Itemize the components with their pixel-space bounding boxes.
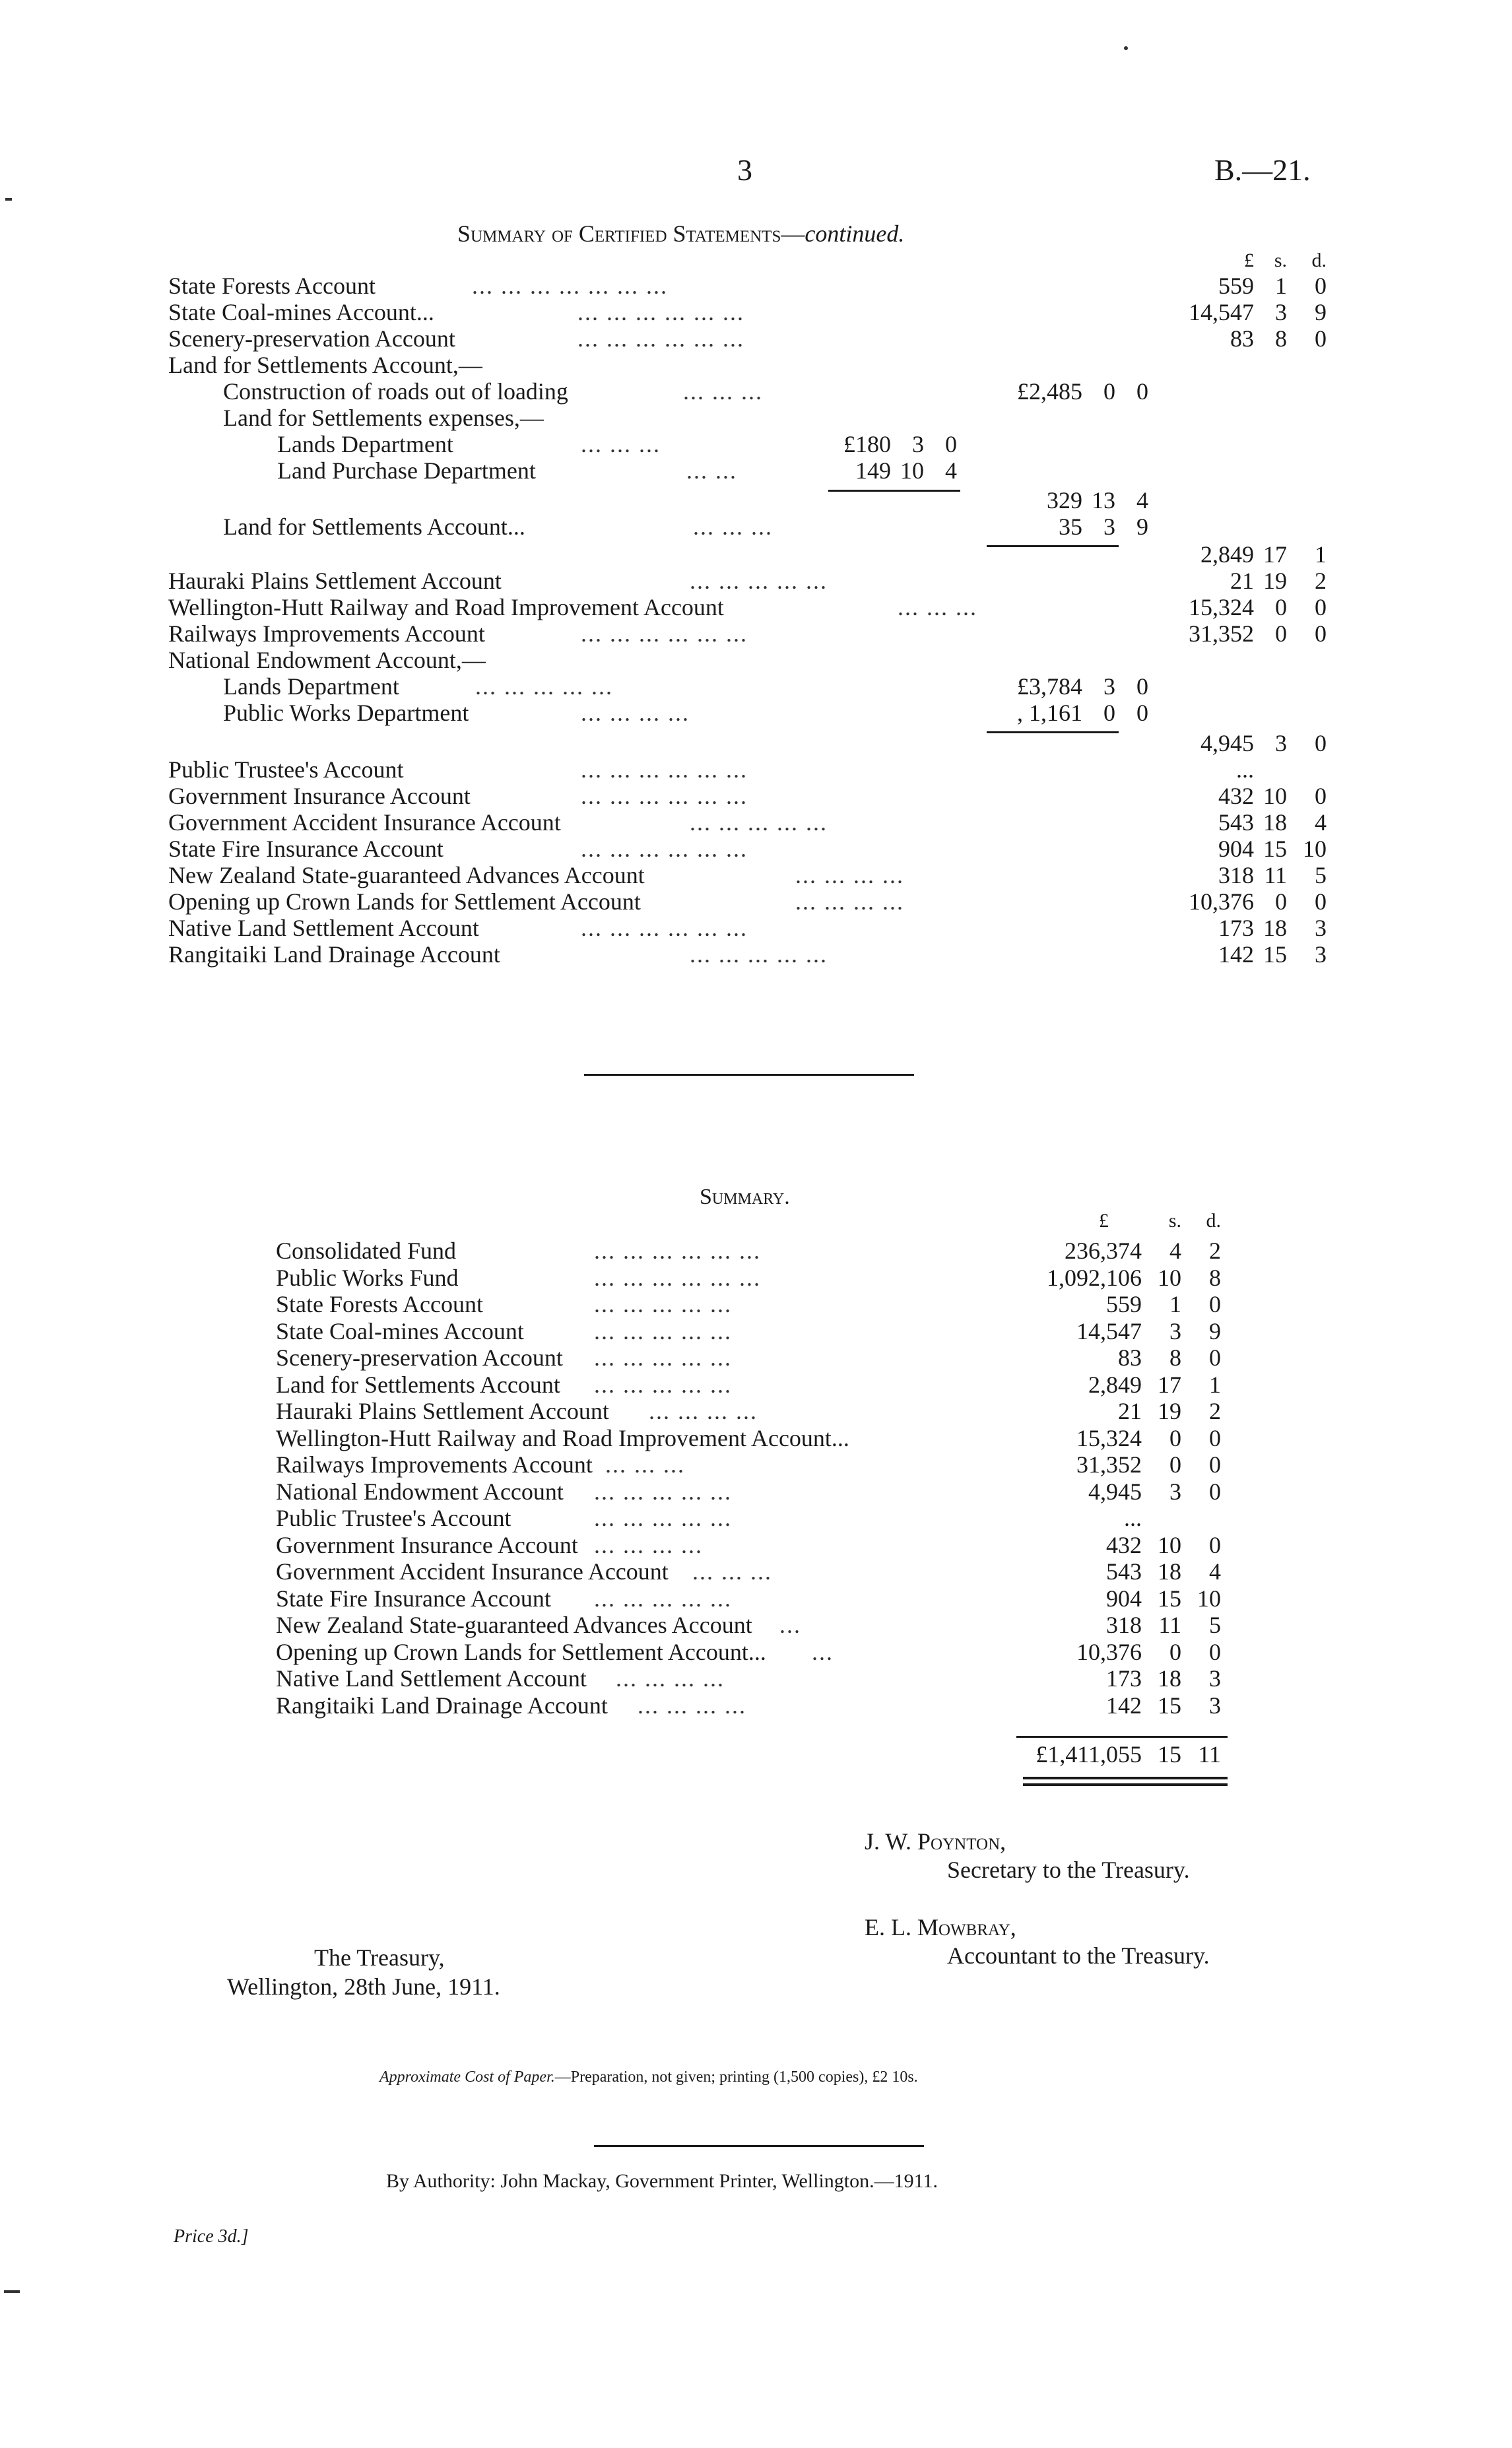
summary-total-shillings: 15 bbox=[1158, 1741, 1181, 1768]
summary-amount-pounds: 432 bbox=[1106, 1532, 1142, 1558]
summary-leader-dots: ... ... ... ... ... ... bbox=[594, 1265, 761, 1291]
summary-amount-shillings: 10 bbox=[1158, 1265, 1181, 1291]
summary-amount-pounds: 10,376 bbox=[1076, 1639, 1142, 1665]
section-title bbox=[457, 222, 904, 246]
price: Price 3d.] bbox=[174, 2226, 249, 2247]
amount-pounds: 31,352 bbox=[1189, 620, 1254, 647]
amount-pounds: 21 bbox=[1230, 568, 1254, 594]
amount-pence: 0 bbox=[1315, 273, 1327, 299]
scan-mark bbox=[1124, 46, 1128, 50]
amount-pence: 4 bbox=[1315, 809, 1327, 836]
row-label: Scenery-preservation Account bbox=[168, 325, 455, 352]
summary-leader-dots: ... bbox=[812, 1639, 834, 1665]
summary-row-label: Land for Settlements Account bbox=[276, 1372, 560, 1398]
summary-row-label: Government Accident Insurance Account bbox=[276, 1558, 669, 1585]
amount-pounds: 83 bbox=[1230, 325, 1254, 352]
summary-leader-dots: ... ... ... bbox=[605, 1451, 685, 1478]
leader-dots: ... ... ... bbox=[581, 431, 661, 457]
cost-note-label: Approximate Cost of Paper. bbox=[379, 2068, 555, 2086]
scan-mark bbox=[4, 2290, 20, 2293]
amount-shillings: 0 bbox=[1103, 378, 1115, 405]
amount-pence: 9 bbox=[1136, 513, 1148, 540]
amount-pence: 9 bbox=[1315, 299, 1327, 325]
amount-pence: 3 bbox=[1315, 941, 1327, 968]
leader-dots: ... ... ... ... ... bbox=[690, 568, 828, 594]
cost-note-text: —Preparation, not given; printing (1,500 copies), £2 10s. bbox=[554, 2068, 918, 2086]
summary-leader-dots: ... ... ... ... ... bbox=[594, 1318, 732, 1344]
summary-amount-pence: 2 bbox=[1209, 1238, 1221, 1264]
amount-pence: 0 bbox=[1315, 594, 1327, 620]
row-label: Public Trustee's Account bbox=[168, 756, 404, 783]
summary-amount-pounds: 4,945 bbox=[1088, 1478, 1142, 1505]
scan-mark bbox=[5, 198, 12, 201]
leader-dots: ... ... ... ... ... ... bbox=[581, 915, 748, 941]
amount-pounds: 173 bbox=[1218, 915, 1254, 941]
summary-amount-shillings: 0 bbox=[1169, 1451, 1181, 1478]
leader-dots: ... ... ... ... ... ... bbox=[581, 620, 748, 647]
total-shillings: 3 bbox=[1275, 730, 1287, 756]
document-reference: B.—21. bbox=[1214, 153, 1311, 187]
amount-pence: 0 bbox=[1136, 700, 1148, 726]
summary-amount-shillings: 18 bbox=[1158, 1558, 1181, 1585]
summary-amount-pence: 0 bbox=[1209, 1291, 1221, 1317]
row-label: Lands Department bbox=[223, 673, 399, 700]
summary-amount-pounds: 21 bbox=[1118, 1398, 1142, 1424]
summary-amount-shillings: 0 bbox=[1169, 1639, 1181, 1665]
summary-amount-pence: 0 bbox=[1209, 1425, 1221, 1451]
leader-dots: ... ... ... ... bbox=[795, 862, 904, 888]
summary-row-label: Wellington-Hutt Railway and Road Improvement Account... bbox=[276, 1425, 849, 1451]
summary-amount-pence: 9 bbox=[1209, 1318, 1221, 1344]
leader-dots: ... ... ... bbox=[683, 378, 763, 405]
amount-pounds: , 1,161 bbox=[1017, 700, 1082, 726]
summary-row-label: Hauraki Plains Settlement Account bbox=[276, 1398, 609, 1424]
amount-pounds: 149 bbox=[855, 457, 891, 484]
subtotal-pounds: 329 bbox=[1047, 487, 1082, 513]
summary-amount-pounds: ... bbox=[1124, 1505, 1142, 1531]
summary-amount-pounds: 2,849 bbox=[1088, 1372, 1142, 1398]
amount-shillings: 18 bbox=[1263, 915, 1287, 941]
amount-pence: 0 bbox=[1315, 325, 1327, 352]
amount-shillings: 3 bbox=[1103, 513, 1115, 540]
summary-amount-pounds: 14,547 bbox=[1076, 1318, 1142, 1344]
amount-pence: 0 bbox=[1136, 673, 1148, 700]
amount-shillings: 10 bbox=[1263, 783, 1287, 809]
row-label: Wellington-Hutt Railway and Road Improvement Account bbox=[168, 594, 724, 620]
row-label: Rangitaiki Land Drainage Account bbox=[168, 941, 500, 968]
amount-pounds: 904 bbox=[1218, 836, 1254, 862]
leader-dots: ... ... ... ... ... ... bbox=[577, 325, 744, 352]
summary-row-label: Government Insurance Account bbox=[276, 1532, 578, 1558]
amount-shillings: 10 bbox=[900, 457, 924, 484]
amount-shillings: 1 bbox=[1275, 273, 1287, 299]
amount-shillings: 19 bbox=[1263, 568, 1287, 594]
amount-pence: 5 bbox=[1315, 862, 1327, 888]
summary-amount-pence: 0 bbox=[1209, 1451, 1221, 1478]
leader-dots: ... ... ... ... ... ... bbox=[577, 299, 744, 325]
row-label: State Forests Account bbox=[168, 273, 376, 299]
printer-authority: By Authority: John Mackay, Government Printer, Wellington.—1911. bbox=[386, 2170, 938, 2192]
row-label: Land for Settlements Account... bbox=[223, 513, 525, 540]
leader-dots: ... ... ... ... ... ... bbox=[581, 783, 748, 809]
amount-pence: 0 bbox=[1315, 888, 1327, 915]
summary-amount-pounds: 1,092,106 bbox=[1047, 1265, 1142, 1291]
row-heading: Land for Settlements Account,— bbox=[168, 352, 482, 378]
total-pence: 0 bbox=[1315, 730, 1327, 756]
summary-row-label: Public Works Fund bbox=[276, 1265, 459, 1291]
summary-amount-pounds: 83 bbox=[1118, 1344, 1142, 1371]
summary-amount-pence: 5 bbox=[1209, 1612, 1221, 1638]
amount-pence: 0 bbox=[945, 431, 957, 457]
amount-shillings: 3 bbox=[912, 431, 924, 457]
summary-amount-shillings: 3 bbox=[1169, 1478, 1181, 1505]
summary-amount-pounds: 173 bbox=[1106, 1665, 1142, 1692]
amount-pounds: ... bbox=[1236, 756, 1254, 783]
summary-amount-pounds: 31,352 bbox=[1076, 1451, 1142, 1478]
subtotal-shillings: 13 bbox=[1092, 487, 1115, 513]
summary-total-rule-top bbox=[1016, 1736, 1228, 1738]
cost-note bbox=[379, 2069, 918, 2085]
leader-dots: ... ... ... ... ... ... bbox=[581, 756, 748, 783]
row-label: Hauraki Plains Settlement Account bbox=[168, 568, 502, 594]
summary-leader-dots: ... ... ... ... ... bbox=[594, 1505, 732, 1531]
summary-row-label: Railways Improvements Account bbox=[276, 1451, 593, 1478]
amount-shillings: 3 bbox=[1103, 673, 1115, 700]
subtotal-rule bbox=[828, 490, 960, 492]
amount-pounds: 15,324 bbox=[1189, 594, 1254, 620]
row-label: Railways Improvements Account bbox=[168, 620, 485, 647]
leader-dots: ... ... ... ... ... bbox=[690, 809, 828, 836]
leader-dots: ... ... ... ... bbox=[581, 700, 690, 726]
leader-dots: ... ... ... ... ... ... ... bbox=[472, 273, 668, 299]
amount-pounds: 35 bbox=[1059, 513, 1082, 540]
summary-amount-shillings: 15 bbox=[1158, 1585, 1181, 1612]
summary-header-pounds: £ bbox=[1099, 1210, 1109, 1232]
summary-header-pence: d. bbox=[1206, 1210, 1221, 1232]
summary-amount-pence: 0 bbox=[1209, 1344, 1221, 1371]
leader-dots: ... ... ... ... ... bbox=[690, 941, 828, 968]
row-label: Public Works Department bbox=[223, 700, 469, 726]
amount-shillings: 15 bbox=[1263, 836, 1287, 862]
section-divider bbox=[584, 1074, 914, 1076]
amount-pence: 3 bbox=[1315, 915, 1327, 941]
summary-amount-shillings: 17 bbox=[1158, 1372, 1181, 1398]
amount-pence: 0 bbox=[1136, 378, 1148, 405]
amount-pounds: 432 bbox=[1218, 783, 1254, 809]
summary-row-label: Rangitaiki Land Drainage Account bbox=[276, 1692, 608, 1719]
summary-leader-dots: ... ... ... ... ... bbox=[594, 1344, 732, 1371]
signatory-1-name-text: J. W. Poynton, bbox=[865, 1828, 1006, 1855]
row-label: State Coal-mines Account... bbox=[168, 299, 434, 325]
amount-pounds: £180 bbox=[843, 431, 891, 457]
summary-leader-dots: ... ... ... ... ... bbox=[594, 1585, 732, 1612]
total-rule bbox=[987, 731, 1119, 733]
summary-total-rule-double-1 bbox=[1023, 1777, 1228, 1779]
subtotal-pence: 4 bbox=[1136, 487, 1148, 513]
leader-dots: ... ... ... ... ... bbox=[475, 673, 613, 700]
summary-amount-pence: 0 bbox=[1209, 1532, 1221, 1558]
summary-row-label: Consolidated Fund bbox=[276, 1238, 457, 1264]
summary-leader-dots: ... ... ... ... bbox=[649, 1398, 758, 1424]
row-label: Construction of roads out of loading bbox=[223, 378, 568, 405]
amount-pounds: 10,376 bbox=[1189, 888, 1254, 915]
leader-dots: ... ... ... ... ... ... bbox=[581, 836, 748, 862]
summary-amount-pounds: 559 bbox=[1106, 1291, 1142, 1317]
row-label: State Fire Insurance Account bbox=[168, 836, 444, 862]
signatory-1-name bbox=[865, 1830, 1006, 1853]
summary-amount-shillings: 3 bbox=[1169, 1318, 1181, 1344]
summary-amount-pounds: 318 bbox=[1106, 1612, 1142, 1638]
footer-divider bbox=[594, 2145, 924, 2147]
amount-pounds: 318 bbox=[1218, 862, 1254, 888]
summary-amount-pounds: 15,324 bbox=[1076, 1425, 1142, 1451]
summary-leader-dots: ... ... ... ... bbox=[638, 1692, 746, 1719]
summary-total-pence: 11 bbox=[1198, 1741, 1221, 1768]
row-label: Government Accident Insurance Account bbox=[168, 809, 561, 836]
amount-pence: 10 bbox=[1303, 836, 1327, 862]
summary-amount-pence: 8 bbox=[1209, 1265, 1221, 1291]
amount-pence: 0 bbox=[1315, 783, 1327, 809]
summary-amount-pence: 0 bbox=[1209, 1478, 1221, 1505]
amount-pounds: £3,784 bbox=[1017, 673, 1082, 700]
summary-amount-shillings: 1 bbox=[1169, 1291, 1181, 1317]
summary-amount-shillings: 8 bbox=[1169, 1344, 1181, 1371]
total-shillings: 17 bbox=[1263, 541, 1287, 568]
amount-pence: 0 bbox=[1315, 620, 1327, 647]
summary-amount-pence: 0 bbox=[1209, 1639, 1221, 1665]
amount-pounds: 559 bbox=[1218, 273, 1254, 299]
summary-row-label: Native Land Settlement Account bbox=[276, 1665, 587, 1692]
amount-shillings: 0 bbox=[1275, 594, 1287, 620]
total-rule bbox=[987, 545, 1119, 547]
summary-leader-dots: ... ... ... bbox=[692, 1558, 772, 1585]
summary-leader-dots: ... ... ... ... ... bbox=[594, 1372, 732, 1398]
summary-leader-dots: ... ... ... ... ... ... bbox=[594, 1238, 761, 1264]
header-pounds: £ bbox=[1244, 249, 1254, 271]
amount-shillings: 0 bbox=[1275, 620, 1287, 647]
summary-leader-dots: ... ... ... ... ... bbox=[594, 1478, 732, 1505]
summary-leader-dots: ... bbox=[779, 1612, 801, 1638]
summary-header-shillings: s. bbox=[1168, 1210, 1181, 1232]
signatory-2-title: Accountant to the Treasury. bbox=[947, 1942, 1210, 1969]
amount-pounds: £2,485 bbox=[1017, 378, 1082, 405]
leader-dots: ... ... ... ... bbox=[795, 888, 904, 915]
summary-amount-pounds: 142 bbox=[1106, 1692, 1142, 1719]
amount-shillings: 18 bbox=[1263, 809, 1287, 836]
leader-dots: ... ... ... bbox=[898, 594, 977, 620]
leader-dots: ... ... bbox=[686, 457, 737, 484]
row-label: Government Insurance Account bbox=[168, 783, 471, 809]
summary-leader-dots: ... ... ... ... bbox=[594, 1532, 703, 1558]
row-label: Opening up Crown Lands for Settlement Account bbox=[168, 888, 641, 915]
summary-amount-pounds: 236,374 bbox=[1065, 1238, 1142, 1264]
summary-leader-dots: ... ... ... ... bbox=[616, 1665, 725, 1692]
amount-pounds: 142 bbox=[1218, 941, 1254, 968]
amount-shillings: 0 bbox=[1275, 888, 1287, 915]
summary-row-label: State Forests Account bbox=[276, 1291, 483, 1317]
summary-amount-shillings: 10 bbox=[1158, 1532, 1181, 1558]
row-label: Native Land Settlement Account bbox=[168, 915, 479, 941]
row-heading: Land for Settlements expenses,— bbox=[223, 405, 544, 431]
summary-amount-shillings: 4 bbox=[1169, 1238, 1181, 1264]
summary-amount-pence: 3 bbox=[1209, 1665, 1221, 1692]
row-heading: National Endowment Account,— bbox=[168, 647, 486, 673]
summary-row-label: National Endowment Account bbox=[276, 1478, 564, 1505]
summary-total-rule-double-2 bbox=[1023, 1783, 1228, 1786]
summary-amount-pence: 2 bbox=[1209, 1398, 1221, 1424]
summary-row-label: State Fire Insurance Account bbox=[276, 1585, 551, 1612]
summary-row-label: Scenery-preservation Account bbox=[276, 1344, 563, 1371]
row-label: Lands Department bbox=[277, 431, 453, 457]
summary-amount-shillings: 0 bbox=[1169, 1425, 1181, 1451]
signatory-2-name-text: E. L. Mowbray, bbox=[865, 1914, 1016, 1940]
summary-row-label: Public Trustee's Account bbox=[276, 1505, 511, 1531]
row-label: New Zealand State-guaranteed Advances Account bbox=[168, 862, 645, 888]
summary-amount-pence: 4 bbox=[1209, 1558, 1221, 1585]
summary-amount-pence: 3 bbox=[1209, 1692, 1221, 1719]
total-pounds: 2,849 bbox=[1200, 541, 1254, 568]
place-line-1: The Treasury, bbox=[314, 1944, 445, 1971]
amount-shillings: 11 bbox=[1264, 862, 1287, 888]
section-title-continued: continued. bbox=[805, 220, 905, 247]
summary-row-label: Opening up Crown Lands for Settlement Account... bbox=[276, 1639, 766, 1665]
place-line-2: Wellington, 28th June, 1911. bbox=[227, 1973, 500, 2000]
summary-amount-pence: 10 bbox=[1197, 1585, 1221, 1612]
summary-amount-shillings: 15 bbox=[1158, 1692, 1181, 1719]
signatory-2-name bbox=[865, 1915, 1016, 1939]
summary-title: Summary. bbox=[700, 1185, 790, 1209]
summary-row-label: New Zealand State-guaranteed Advances Account bbox=[276, 1612, 752, 1638]
signatory-1-title: Secretary to the Treasury. bbox=[947, 1857, 1190, 1883]
summary-amount-pounds: 543 bbox=[1106, 1558, 1142, 1585]
total-pounds: 4,945 bbox=[1200, 730, 1254, 756]
summary-total-pounds: £1,411,055 bbox=[1035, 1741, 1142, 1768]
row-label: Land Purchase Department bbox=[277, 457, 536, 484]
summary-amount-shillings: 11 bbox=[1158, 1612, 1181, 1638]
summary-amount-shillings: 19 bbox=[1158, 1398, 1181, 1424]
total-pence: 1 bbox=[1315, 541, 1327, 568]
amount-pence: 4 bbox=[945, 457, 957, 484]
header-pence: d. bbox=[1311, 249, 1327, 271]
amount-pounds: 543 bbox=[1218, 809, 1254, 836]
summary-row-label: State Coal-mines Account bbox=[276, 1318, 524, 1344]
summary-leader-dots: ... ... ... ... ... bbox=[594, 1291, 732, 1317]
amount-shillings: 0 bbox=[1103, 700, 1115, 726]
summary-amount-pounds: 904 bbox=[1106, 1585, 1142, 1612]
summary-amount-shillings: 18 bbox=[1158, 1665, 1181, 1692]
amount-pounds: 14,547 bbox=[1189, 299, 1254, 325]
header-shillings: s. bbox=[1274, 249, 1287, 271]
leader-dots: ... ... ... bbox=[693, 513, 773, 540]
section-title-main: Summary of Certified Statements— bbox=[457, 220, 805, 247]
amount-shillings: 8 bbox=[1275, 325, 1287, 352]
amount-shillings: 3 bbox=[1275, 299, 1287, 325]
summary-amount-pence: 1 bbox=[1209, 1372, 1221, 1398]
page-number: 3 bbox=[737, 153, 752, 187]
amount-shillings: 15 bbox=[1263, 941, 1287, 968]
amount-pence: 2 bbox=[1315, 568, 1327, 594]
